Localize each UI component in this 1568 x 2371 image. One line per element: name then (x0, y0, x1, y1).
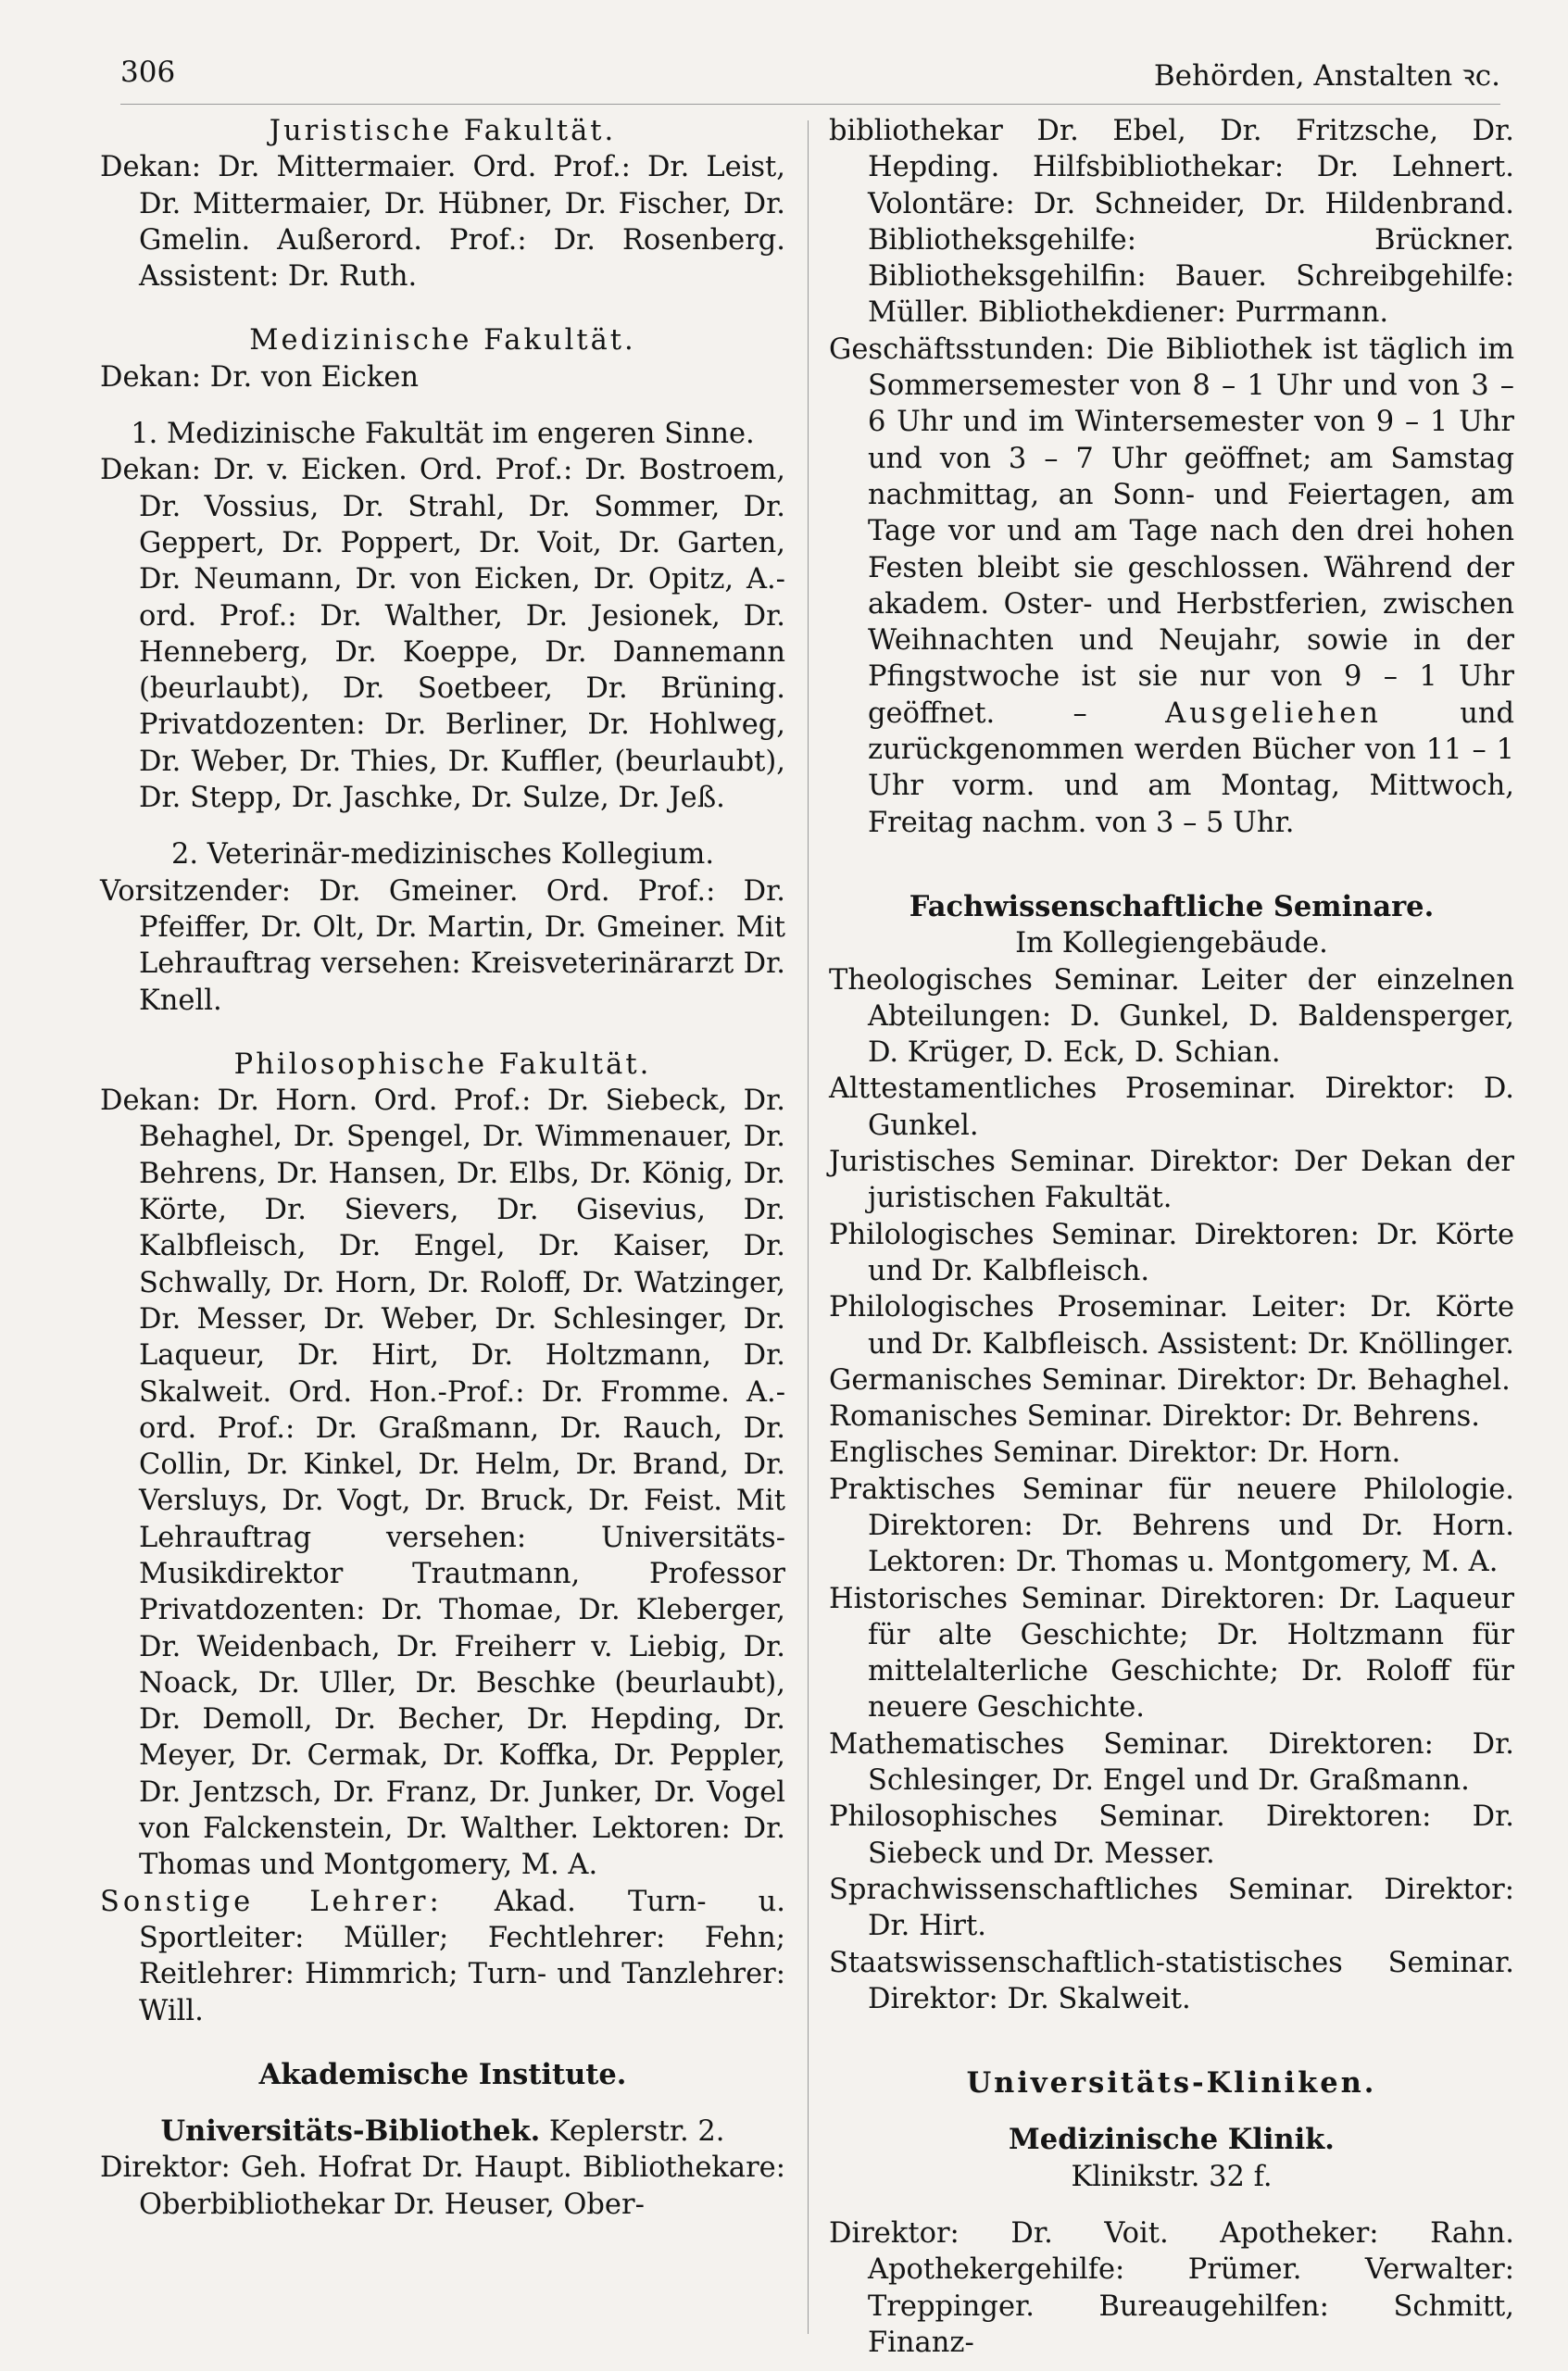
philosophische-fakultaet-heading: Philosophische Fakultät. (233, 1048, 652, 1081)
geschaeftsstunden-text (829, 332, 1514, 841)
seminar-entry: Staatswissenschaftlich-statistisches Seminar. Direktor: Dr. Skalweit. (829, 1946, 1514, 2015)
universitaets-bibliothek-heading: Universitäts-Bibliothek. (160, 2114, 541, 2149)
seminar-entry: Philosophisches Seminar. Direktoren: Dr. Siebeck und Dr. Messer. (829, 1800, 1514, 1870)
seminar-entry: Theologisches Seminar. Leiter der einzelnen Abteilungen: D. Gunkel, D. Baldensperger, D. Krüger, D. Eck, D. Schian. (829, 963, 1514, 1070)
philosophische-fakultaet-text: Dekan: Dr. Horn. Ord. Prof.: Dr. Siebeck, Dr. Behaghel, Dr. Spengel, Dr. Wimmenauer, Dr. Behrens, Dr. Hansen, Dr. Elbs, Dr. König, Dr. Körte, Dr. Sievers, Dr. Gisevius, Dr. Kalbfleisch, Dr. Engel, Dr. Kaiser, Dr. Schwally, Dr. Horn, Dr. Roloff, Dr. Watzinger, Dr. Messer, Dr. Weber, Dr. Schlesinger, Dr. Laqueur, Dr. Hirt, Dr. Holtzmann, Dr. Skalweit. Ord. Hon.-Prof.: Dr. Fromme. A.-ord. Prof.: Dr. Graßmann, Dr. Rauch, Dr. Collin, Dr. Kinkel, Dr. Helm, Dr. Brand, Dr. Versluys, Dr. Vogt, Dr. Bruck, Dr. Feist. Mit Lehrauftrag versehen: Universitäts-Musikdirektor Trautmann, Professor Privatdozenten: Dr. Thomae, Dr. Kleberger, Dr. Weidenbach, Dr. Freiherr v. Liebig, Dr. Noack, Dr. Uller, Dr. Beschke (beurlaubt), Dr. Demoll, Dr. Becher, Dr. Hepding, Dr. Meyer, Dr. Cermak, Dr. Koffka, Dr. Peppler, Dr. Jentzsch, Dr. Franz, Dr. Junker, Dr. Vogel von Falckenstein, Dr. Walther. Lektoren: Dr. Thomas und Montgomery, M. A. (100, 1085, 785, 1882)
page-number: 306 (120, 56, 176, 89)
sonstige-lehrer-label: Sonstige Lehrer: (100, 1885, 443, 1918)
right-column (829, 113, 1514, 2361)
seminar-entry: Sprachwissenschaftliches Seminar. Direktor: Dr. Hirt. (829, 1873, 1514, 1943)
universitaets-bibliothek-address: Keplerstr. 2. (548, 2115, 725, 2149)
universitaets-bibliothek-text: Direktor: Geh. Hofrat Dr. Haupt. Bibliothekare: Oberbibliothekar Dr. Heuser, Ober- (100, 2151, 785, 2221)
kollegiengebaeude-subheading: Im Kollegiengebäude. (1015, 927, 1328, 960)
medizinische-klinik-heading: Medizinische Klinik. (1009, 2123, 1335, 2157)
veterinaer-kollegium-text: Vorsitzender: Dr. Gmeiner. Ord. Prof.: Dr. Pfeiffer, Dr. Olt, Dr. Martin, Dr. Gmeiner. Mit Lehrauftrag versehen: Kreisveterinärarzt Dr. Knell. (100, 874, 785, 1017)
seminar-entry: Praktisches Seminar für neuere Philologie. Direktoren: Dr. Behrens und Dr. Horn. Lektoren: Dr. Thomas u. Montgomery, M. A. (829, 1473, 1514, 1579)
seminar-entry: Historisches Seminar. Direktoren: Dr. Laqueur für alte Geschichte; Dr. Holtzmann für mittelalterliche Geschichte; Dr. Roloff für neuere Geschichte. (829, 1582, 1514, 1725)
medizin-engeren-sinne-heading: 1. Medizinische Fakultät im engeren Sinne. (131, 418, 755, 451)
column-divider (808, 120, 809, 2334)
seminar-entry: Philologisches Seminar. Direktoren: Dr. Körte und Dr. Kalbfleisch. (829, 1218, 1514, 1287)
seminar-entry: Alttestamentliches Proseminar. Direktor: D. Gunkel. (829, 1073, 1514, 1142)
universitaets-bibliothek-heading-line (100, 2114, 785, 2150)
bibliothek-personal-text: bibliothekar Dr. Ebel, Dr. Fritzsche, Dr. Hepding. Hilfsbibliothekar: Dr. Lehnert. Volontäre: Dr. Schneider, Dr. Hildenbrand. Bibliotheksgehilfe: Brückner. Bibliotheksgehilfin: Bauer. Schreibgehilfe: Müller. Bibliothekdiener: Purrmann. (829, 115, 1514, 330)
seminar-list (829, 962, 1514, 2018)
sonstige-lehrer (100, 1884, 785, 2029)
seminar-entry: Englisches Seminar. Direktor: Dr. Horn. (829, 1436, 1401, 1470)
geschaeftsstunden-main: Geschäftsstunden: Die Bibliothek ist täglich im Sommersemester von 8 – 1 Uhr und von 3 – 6 Uhr und im Wintersemester von 9 – 1 Uhr und von 3 – 7 Uhr geöffnet; am Samstag nachmittag, an Sonn- und Feiertagen, am Tage vor und am Tage nach den drei hohen Festen bleibt sie geschlossen. Während der akadem. Oster- und Herbstferien, zwischen Weihnachten und Neujahr, sowie in der Pfingstwoche ist sie nur von 9 – 1 Uhr geöffnet. – (829, 332, 1514, 730)
fachwissenschaftliche-seminare-heading: Fachwissenschaftliche Seminare. (909, 889, 1435, 923)
juristische-fakultaet-heading: Juristische Fakultät. (269, 115, 617, 147)
left-column (100, 113, 785, 2223)
seminar-entry: Germanisches Seminar. Direktor: Dr. Behaghel. (829, 1363, 1511, 1397)
medizinische-fakultaet-dekan: Dekan: Dr. von Eicken (100, 360, 420, 394)
running-head: Behörden, Anstalten ꝛc. (1153, 59, 1500, 93)
universitaets-kliniken-heading: Universitäts-Kliniken. (966, 2066, 1377, 2101)
page-header (120, 48, 1500, 105)
sonstige-lehrer-text: Akad. Turn- u. Sportleiter: Müller; Fechtlehrer: Fehn; Reitlehrer: Himmrich; Turn- und Tanzlehrer: Will. (139, 1885, 785, 2027)
medizinische-fakultaet-heading: Medizinische Fakultät. (249, 324, 636, 358)
medizinische-klinik-text: Direktor: Dr. Voit. Apotheker: Rahn. Apothekergehilfe: Prümer. Verwalter: Treppinger. Bureaugehilfen: Schmitt, Finanz- (829, 2217, 1514, 2359)
seminar-entry: Romanisches Seminar. Direktor: Dr. Behrens. (829, 1400, 1480, 1434)
medizin-engeren-sinne-text: Dekan: Dr. v. Eicken. Ord. Prof.: Dr. Bostroem, Dr. Vossius, Dr. Strahl, Dr. Sommer, Dr. Geppert, Dr. Poppert, Dr. Voit, Dr. Garten, Dr. Neumann, Dr. von Eicken, Dr. Opitz, A.-ord. Prof.: Dr. Walther, Dr. Jesionek, Dr. Henneberg, Dr. Koeppe, Dr. Dannemann (beurlaubt), Dr. Soetbeer, Dr. Brüning. Privatdozenten: Dr. Berliner, Dr. Hohlweg, Dr. Weber, Dr. Thies, Dr. Kuffler, (beurlaubt), Dr. Stepp, Dr. Jaschke, Dr. Sulze, Dr. Jeß. (100, 454, 785, 815)
veterinaer-kollegium-heading: 2. Veterinär-medizinisches Kollegium. (170, 838, 715, 872)
seminar-entry: Philologisches Proseminar. Leiter: Dr. Körte und Dr. Kalbfleisch. Assistent: Dr. Knöllinger. (829, 1291, 1514, 1361)
juristische-fakultaet-text: Dekan: Dr. Mittermaier. Ord. Prof.: Dr. Leist, Dr. Mittermaier, Dr. Hübner, Dr. Fischer, Dr. Gmelin. Außerord. Prof.: Dr. Rosenberg. Assistent: Dr. Ruth. (100, 151, 785, 294)
ausgeliehen-spaced: Ausgeliehen (1165, 696, 1382, 730)
medizinische-klinik-address: Klinikstr. 32 f. (1071, 2160, 1273, 2193)
seminar-entry: Mathematisches Seminar. Direktoren: Dr. Schlesinger, Dr. Engel und Dr. Graßmann. (829, 1727, 1514, 1798)
akademische-institute-heading: Akademische Institute. (258, 2057, 627, 2091)
geschaeftsstunden-tail: und zurückgenommen werden Bücher von 11 – 1 Uhr vorm. und am Montag, Mittwoch, Freitag nachm. von 3 – 5 Uhr. (868, 696, 1514, 839)
seminar-entry: Juristisches Seminar. Direktor: Der Dekan der juristischen Fakultät. (829, 1146, 1514, 1215)
